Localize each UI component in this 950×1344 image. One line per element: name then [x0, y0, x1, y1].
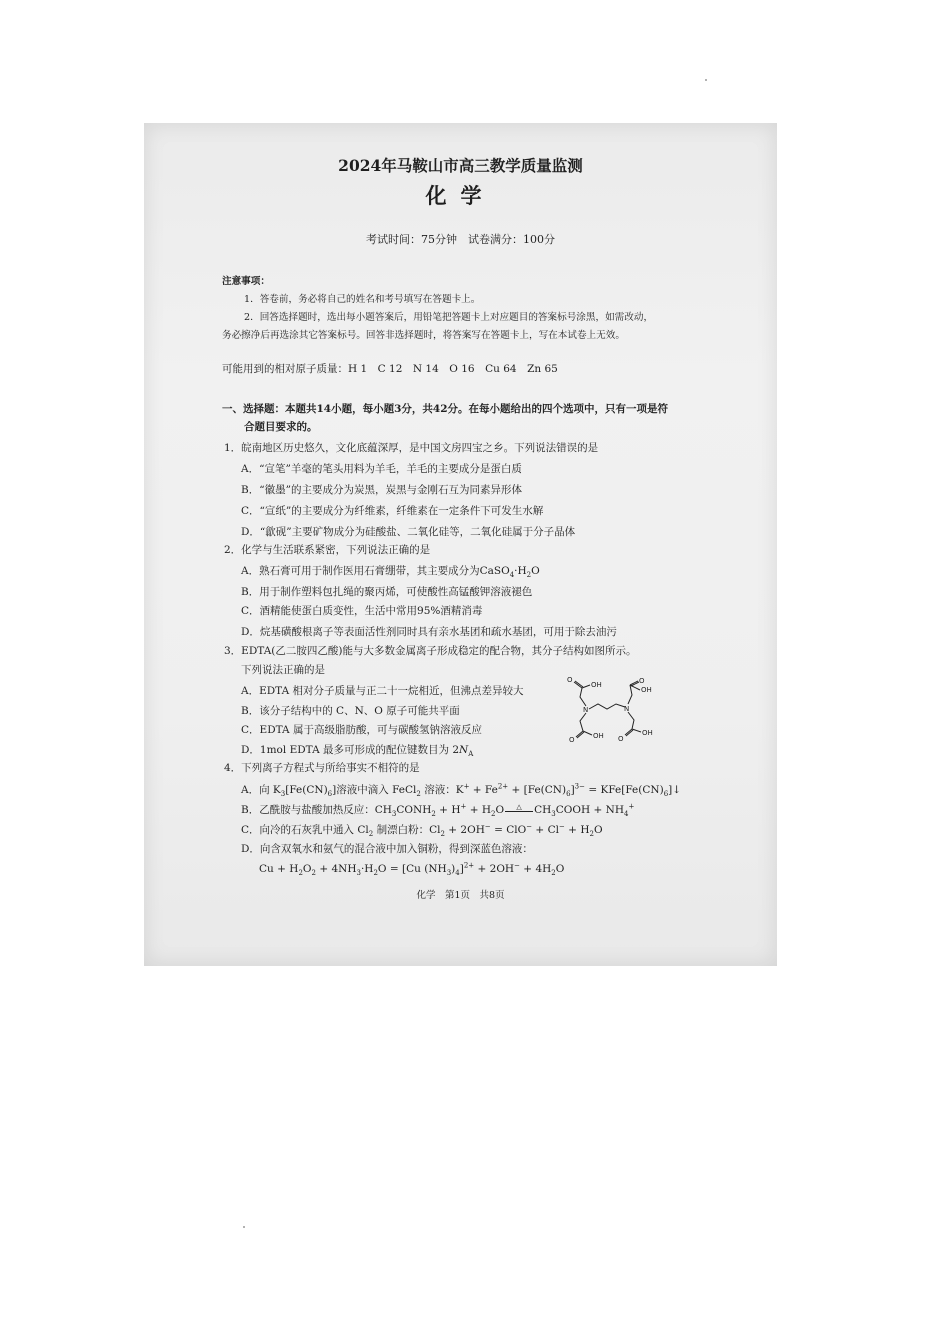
q4-option-d: D．向含双氧水和氨气的混合液中加入铜粉，得到深蓝色溶液： [241, 843, 533, 855]
section-1-heading: 一、选择题：本题共14小题，每小题3分，共42分。在每小题给出的四个选项中，只有一项是符 [222, 403, 669, 415]
q3-option-b: B．该分子结构中的 C、N、O 原子可能共平面 [241, 705, 460, 717]
heat-arrow: △ [504, 803, 534, 818]
page-footer: 化学 第1页 共8页 [416, 890, 505, 901]
q4-option-d-equation: $Cu + H_2O_2 + 4NH_3\cdot H_2O = [Cu$ $(NH_3)_4]^{2+} + 2OH^- + 4H_2O$ [259, 861, 565, 878]
edta-structure-diagram [552, 671, 662, 746]
q1-option-d: D．“歙砚”主要矿物成分为硅酸盐、二氧化硅等，二氧化硅属于分子晶体 [241, 526, 576, 538]
q1-option-a: A．“宣笔”羊毫的笔头用料为羊毛，羊毛的主要成分是蛋白质 [241, 463, 522, 475]
edta-o-label-1: O [567, 676, 573, 684]
q1-option-b: B．“徽墨”的主要成分为炭黑，炭黑与金刚石互为同素异形体 [241, 484, 522, 496]
q3-option-a: A．EDTA 相对分子质量与正二十一烷相近，但沸点差异较大 [241, 685, 524, 697]
notes-item-2-line-1: 2．回答选择题时，选出每小题答案后，用铅笔把答题卡上对应题目的答案标号涂黑，如需改动， [244, 312, 654, 323]
edta-oh-label-2: OH [641, 686, 652, 694]
notes-item-2-line-2: 务必擦净后再选涂其它答案标号。回答非选择题时，将答案写在答题卡上，写在本试卷上无效。 [222, 330, 625, 341]
section-1-heading-cont: 合题目要求的。 [244, 421, 318, 433]
q4-option-b: B．乙酰胺与盐酸加热反应：$CH_3CONH_2 + H^+ + H_2O$ △ $CH_3COOH + NH_4^+$ [241, 802, 635, 819]
edta-oh-label-4: OH [642, 729, 653, 737]
q2-option-c: C．酒精能使蛋白质变性，生活中常用95%酒精消毒 [241, 605, 483, 617]
edta-o-label-4: O [618, 735, 624, 743]
scan-speck-top [705, 79, 707, 81]
q2-option-d: D．烷基磺酸根离子等表面活性剂同时具有亲水基团和疏水基团，可用于除去油污 [241, 626, 617, 638]
q2-option-a: A．熟石膏可用于制作医用石膏绷带，其主要成分为$CaSO_4\cdot H_2O$ [241, 565, 540, 580]
exam-info: 考试时间：75分钟 试卷满分：100分 [366, 233, 555, 246]
q4-option-a: A．向 $K_3[Fe(CN)_6]$溶液中滴入 FeCl$_2$ 溶液：$K^+ + Fe^{2+} + [Fe(CN)_6]^{3-}$ = $KFe[Fe(CN)_6]↓$ [241, 782, 682, 799]
edta-oh-label-3: OH [593, 732, 604, 740]
q1-stem: 1．皖南地区历史悠久，文化底蕴深厚，是中国文房四宝之乡。下列说法错误的是 [224, 442, 599, 454]
q2-option-b: B．用于制作塑料包扎绳的聚丙烯，可使酸性高锰酸钾溶液褪色 [241, 586, 533, 598]
q3-option-d: D．1mol EDTA 最多可形成的配位键数目为 $2N_A$ [241, 744, 474, 759]
notes-heading: 注意事项： [222, 276, 270, 287]
exam-title: 2024年马鞍山市高三教学质量监测 [338, 156, 583, 175]
edta-o-label-2: O [639, 677, 645, 685]
q2-stem: 2．化学与生活联系紧密，下列说法正确的是 [224, 544, 431, 556]
q1-option-c: C．“宣纸”的主要成分为纤维素，纤维素在一定条件下可发生水解 [241, 505, 544, 517]
q3-option-c: C．EDTA 属于高级脂肪酸，可与碳酸氢钠溶液反应 [241, 724, 482, 736]
q3-stem: 3．EDTA(乙二胺四乙酸)能与大多数金属离子形成稳定的配合物，其分子结构如图所示。 [224, 645, 637, 657]
notes-item-1: 1．答卷前，务必将自己的姓名和考号填写在答题卡上。 [244, 294, 481, 305]
q4-option-c: C．向冷的石灰乳中通入 $Cl_2$ 制漂白粉：$Cl_2 + 2OH^- = ClO^- + Cl^- + H_2O$ [241, 822, 603, 839]
exam-paper-photo [144, 123, 777, 966]
scan-speck-bottom [243, 1226, 245, 1228]
edta-oh-label-1: OH [591, 681, 602, 689]
edta-n-label-2: N [624, 705, 630, 713]
q4-stem: 4．下列离子方程式与所给事实不相符的是 [224, 762, 420, 774]
q3-stem-cont: 下列说法正确的是 [241, 664, 325, 676]
edta-o-label-3: O [569, 736, 575, 744]
subject-heading: 化学 [425, 183, 496, 208]
atomic-masses: 可能用到的相对原子质量：H 1 C 12 N 14 O 16 Cu 64 Zn 65 [222, 363, 558, 375]
edta-n-label-1: N [583, 706, 589, 714]
